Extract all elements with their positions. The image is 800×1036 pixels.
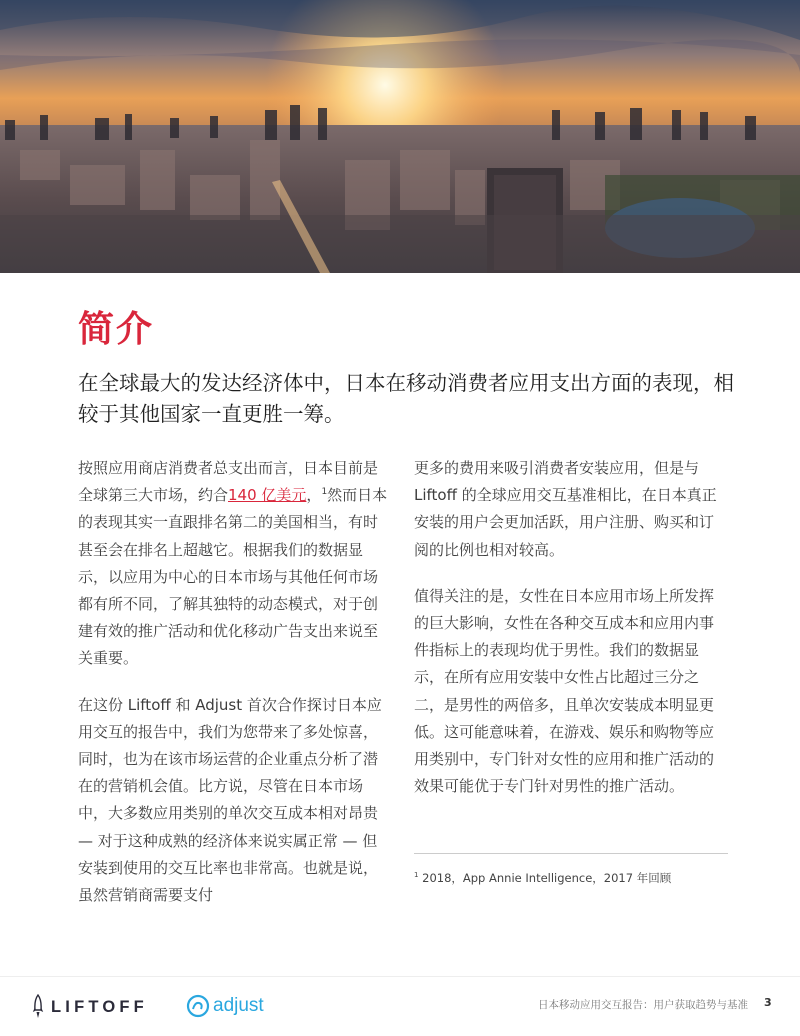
paragraph: 值得关注的是，女性在日本应用市场上所发挥的巨大影响，女性在各种交互成本和应用内事件指标上的表现均优于男性。我们的数据显示，在所有应用安装中女性占比超过三分之二，是男性的两倍多，且单次安装成本明显更低。这可能意味着，在游戏、娱乐和购物等应用类别中，专门针对女性的应用和推广活动的效果可能优于专门针对男性的推广活动。	[414, 586, 715, 796]
paragraph: 按照应用商店消费者总支出而言，日本目前是全球第三大市场，约合140 亿美元，$^1$然而日本的表现其实一直跟排名第二的美国相当，有时甚至会在排名上超越它。根据我们的数据显示，以应用为中心的日本市场与其他任何市场都有所不同，了解其独特的动态模式，对于创建有效的推广活动和优化移动广告支出来说至关重要。	[78, 459, 388, 668]
hero-image-tokyo-skyline	[0, 0, 800, 273]
market-size-link[interactable]: 140 亿美元	[228, 486, 307, 505]
liftoff-wordmark: LIFTOFF	[51, 997, 148, 1016]
footnote-ref[interactable]: 1	[321, 487, 328, 498]
adjust-mark-icon	[186, 994, 210, 1018]
paragraph: 更多的费用来吸引消费者安装应用，但是与 Liftoff 的全球应用交互基准相比，在日本真正安装的用户会更加活跃，用户注册、购买和订阅的比例也相对较高。	[414, 459, 717, 559]
liftoff-logo	[32, 994, 148, 1020]
page-number: 3	[764, 996, 772, 1009]
body-column-left	[78, 455, 390, 928]
rocket-icon	[32, 994, 44, 1020]
footnote-marker: 1	[414, 871, 419, 880]
footnote-divider	[414, 853, 728, 854]
adjust-wordmark: adjust	[213, 995, 264, 1016]
intro-lead: 在全球最大的发达经济体中，日本在移动消费者应用支出方面的表现，相较于其他国家一直更胜一筹。	[78, 371, 734, 426]
body-column-right	[414, 455, 726, 819]
footnote-text: 2018，App Annie Intelligence，2017 年回顾	[422, 871, 672, 885]
skyline-illustration	[0, 0, 800, 273]
footer-divider	[0, 976, 800, 977]
footnote	[414, 870, 671, 886]
page-title: 简介	[78, 309, 155, 350]
report-title: 日本移动应用交互报告：用户获取趋势与基准	[538, 999, 748, 1011]
paragraph: 在这份 Liftoff 和 Adjust 首次合作探讨日本应用交互的报告中，我们为您带来了多处惊喜，同时，也为在该市场运营的企业重点分析了潜在的营销机会值。比方说，尽管在日本市场中，大多数应用类别的单次交互成本相对昂贵— 对于这种成熟的经济体来说实属正常 — 但安装到使用的交互比率也非常高。也就是说，虽然营销商需要支付	[78, 695, 382, 905]
adjust-logo	[186, 993, 264, 1019]
